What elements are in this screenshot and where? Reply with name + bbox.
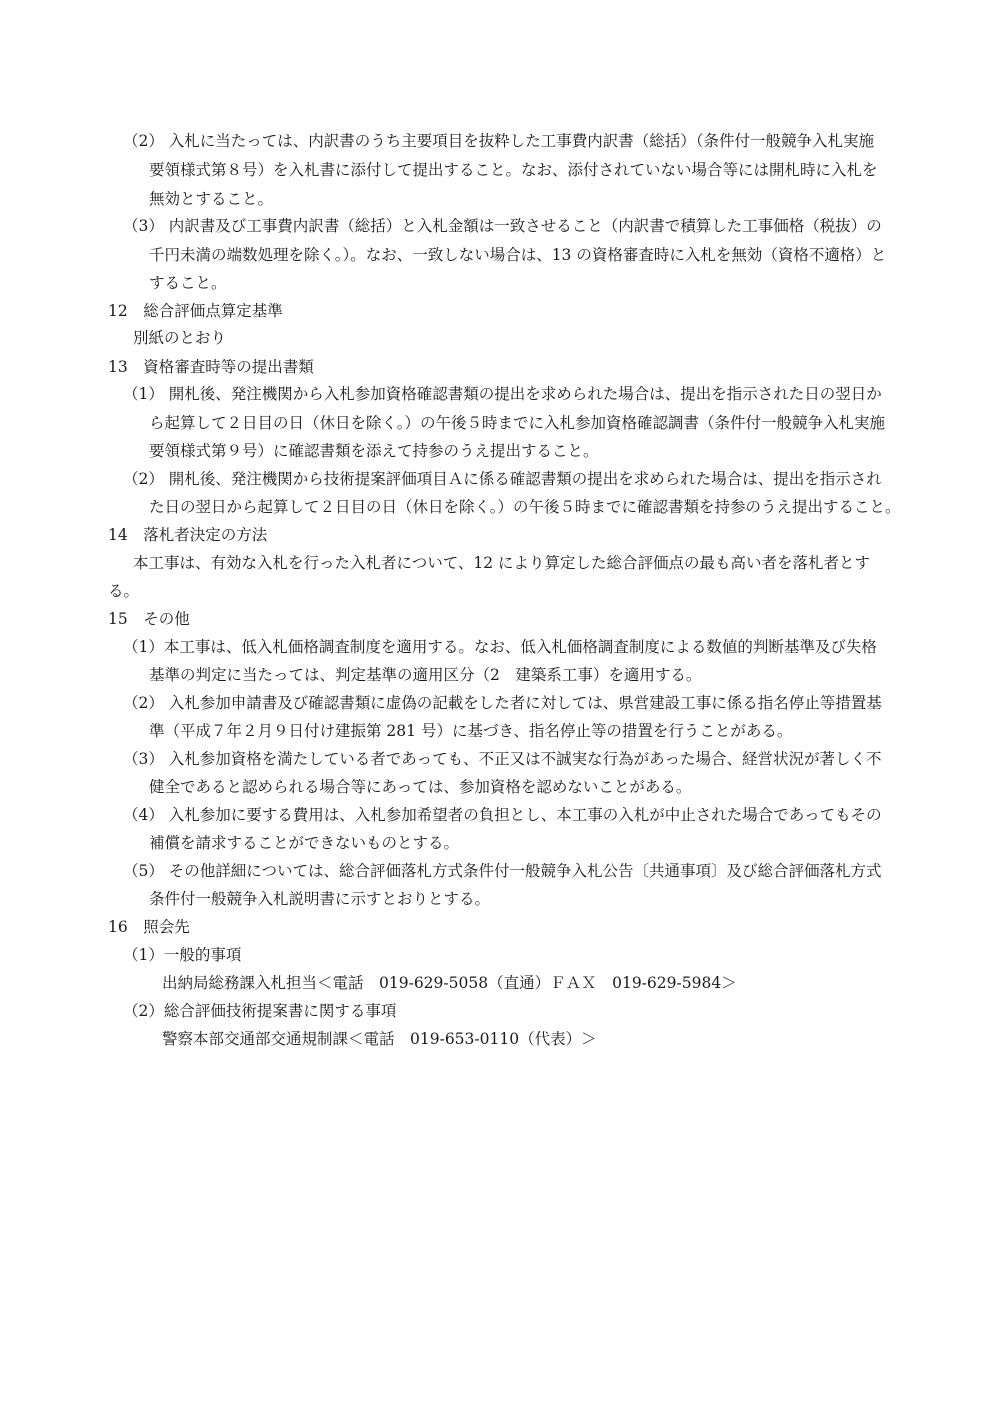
text-line: ら起算して２日目の日（休日を除く。）の午後５時までに入札参加資格確認調書（条件付一般競争入札実施 [149,414,885,432]
text-line: （3） 入札参加資格を満たしている者であっても、不正又は不誠実な行為があった場合、経営状況が著しく不 [123,750,882,768]
section-heading: 12 総合評価点算定基準 [108,302,283,320]
text-line: 条件付一般競争入札説明書に示すとおりとする。 [149,890,491,908]
text-line: （1）本工事は、低入札価格調査制度を適用する。なお、低入札価格調査制度による数値的判断基準及び失格 [123,638,877,656]
text-line: （3） 内訳書及び工事費内訳書（総括）と入札金額は一致させること（内訳書で積算した工事価格（税抜）の [123,217,882,235]
section-heading: 16 照会先 [108,918,190,936]
section-heading: 14 落札者決定の方法 [108,526,268,544]
text-line: 別紙のとおり [133,329,227,347]
text-line: 準（平成７年２月９日付け建振第 281 号）に基づき、指名停止等の措置を行うことがある。 [149,722,793,740]
text-line: 無効とすること。 [149,190,274,208]
text-line: 基準の判定に当たっては、判定基準の適用区分（2 建築系工事）を適用する。 [149,666,702,684]
text-line: （2） 開札後、発注機関から技術提案評価項目Ａに係る確認書類の提出を求められた場合は、提出を指示され [123,470,882,488]
text-line: 千円未満の端数処理を除く。）。なお、一致しない場合は、13 の資格審査時に入札を無効（資格不適格）と [149,246,887,264]
contact-line: 出納局総務課入札担当＜電話 019-629-5058（直通）ＦＡＸ 019-629-5984＞ [162,974,737,992]
text-line: 要領様式第９号）に確認書類を添えて持参のうえ提出すること。 [149,442,599,460]
text-line: （1）一般的事項 [123,946,242,964]
contact-line: 警察本部交通部交通規制課＜電話 019-653-0110（代表）＞ [162,1030,597,1048]
text-line: （2）総合評価技術提案書に関する事項 [123,1002,397,1020]
text-line: （4） 入札参加に要する費用は、入札参加希望者の負担とし、本工事の入札が中止された場合であってもその [123,806,882,824]
text-line: 要領様式第８号）を入札書に添付して提出すること。なお、添付されていない場合等には開札時に入札を [149,161,878,179]
text-line: た日の翌日から起算して２日目の日（休日を除く。）の午後５時までに確認書類を持参のうえ提出すること。 [149,498,901,516]
text-line: 本工事は、有効な入札を行った入札者について、12 により算定した総合評価点の最も高い者を落札者とす [133,554,871,572]
text-line: （2） 入札参加申請書及び確認書類に虚偽の記載をした者に対しては、県営建設工事に係る指名停止等措置基 [123,694,882,712]
text-line: （2） 入札に当たっては、内訳書のうち主要項目を抜粋した工事費内訳書（総括）（条件付一般競争入札実施 [123,132,875,150]
section-heading: 13 資格審査時等の提出書類 [108,358,314,376]
text-line: 健全であると認められる場合等にあっては、参加資格を認めないことがある。 [149,778,692,796]
text-line: る。 [108,582,140,600]
text-line: （1） 開札後、発注機関から入札参加資格確認書類の提出を求められた場合は、提出を指示された日の翌日か [123,385,882,403]
section-heading: 15 その他 [108,610,190,628]
text-line: （5） その他詳細については、総合評価落札方式条件付一般競争入札公告〔共通事項〕及び総合評価落札方式 [123,862,882,880]
text-line: すること。 [149,274,227,292]
text-line: 補償を請求することができないものとする。 [149,834,460,852]
